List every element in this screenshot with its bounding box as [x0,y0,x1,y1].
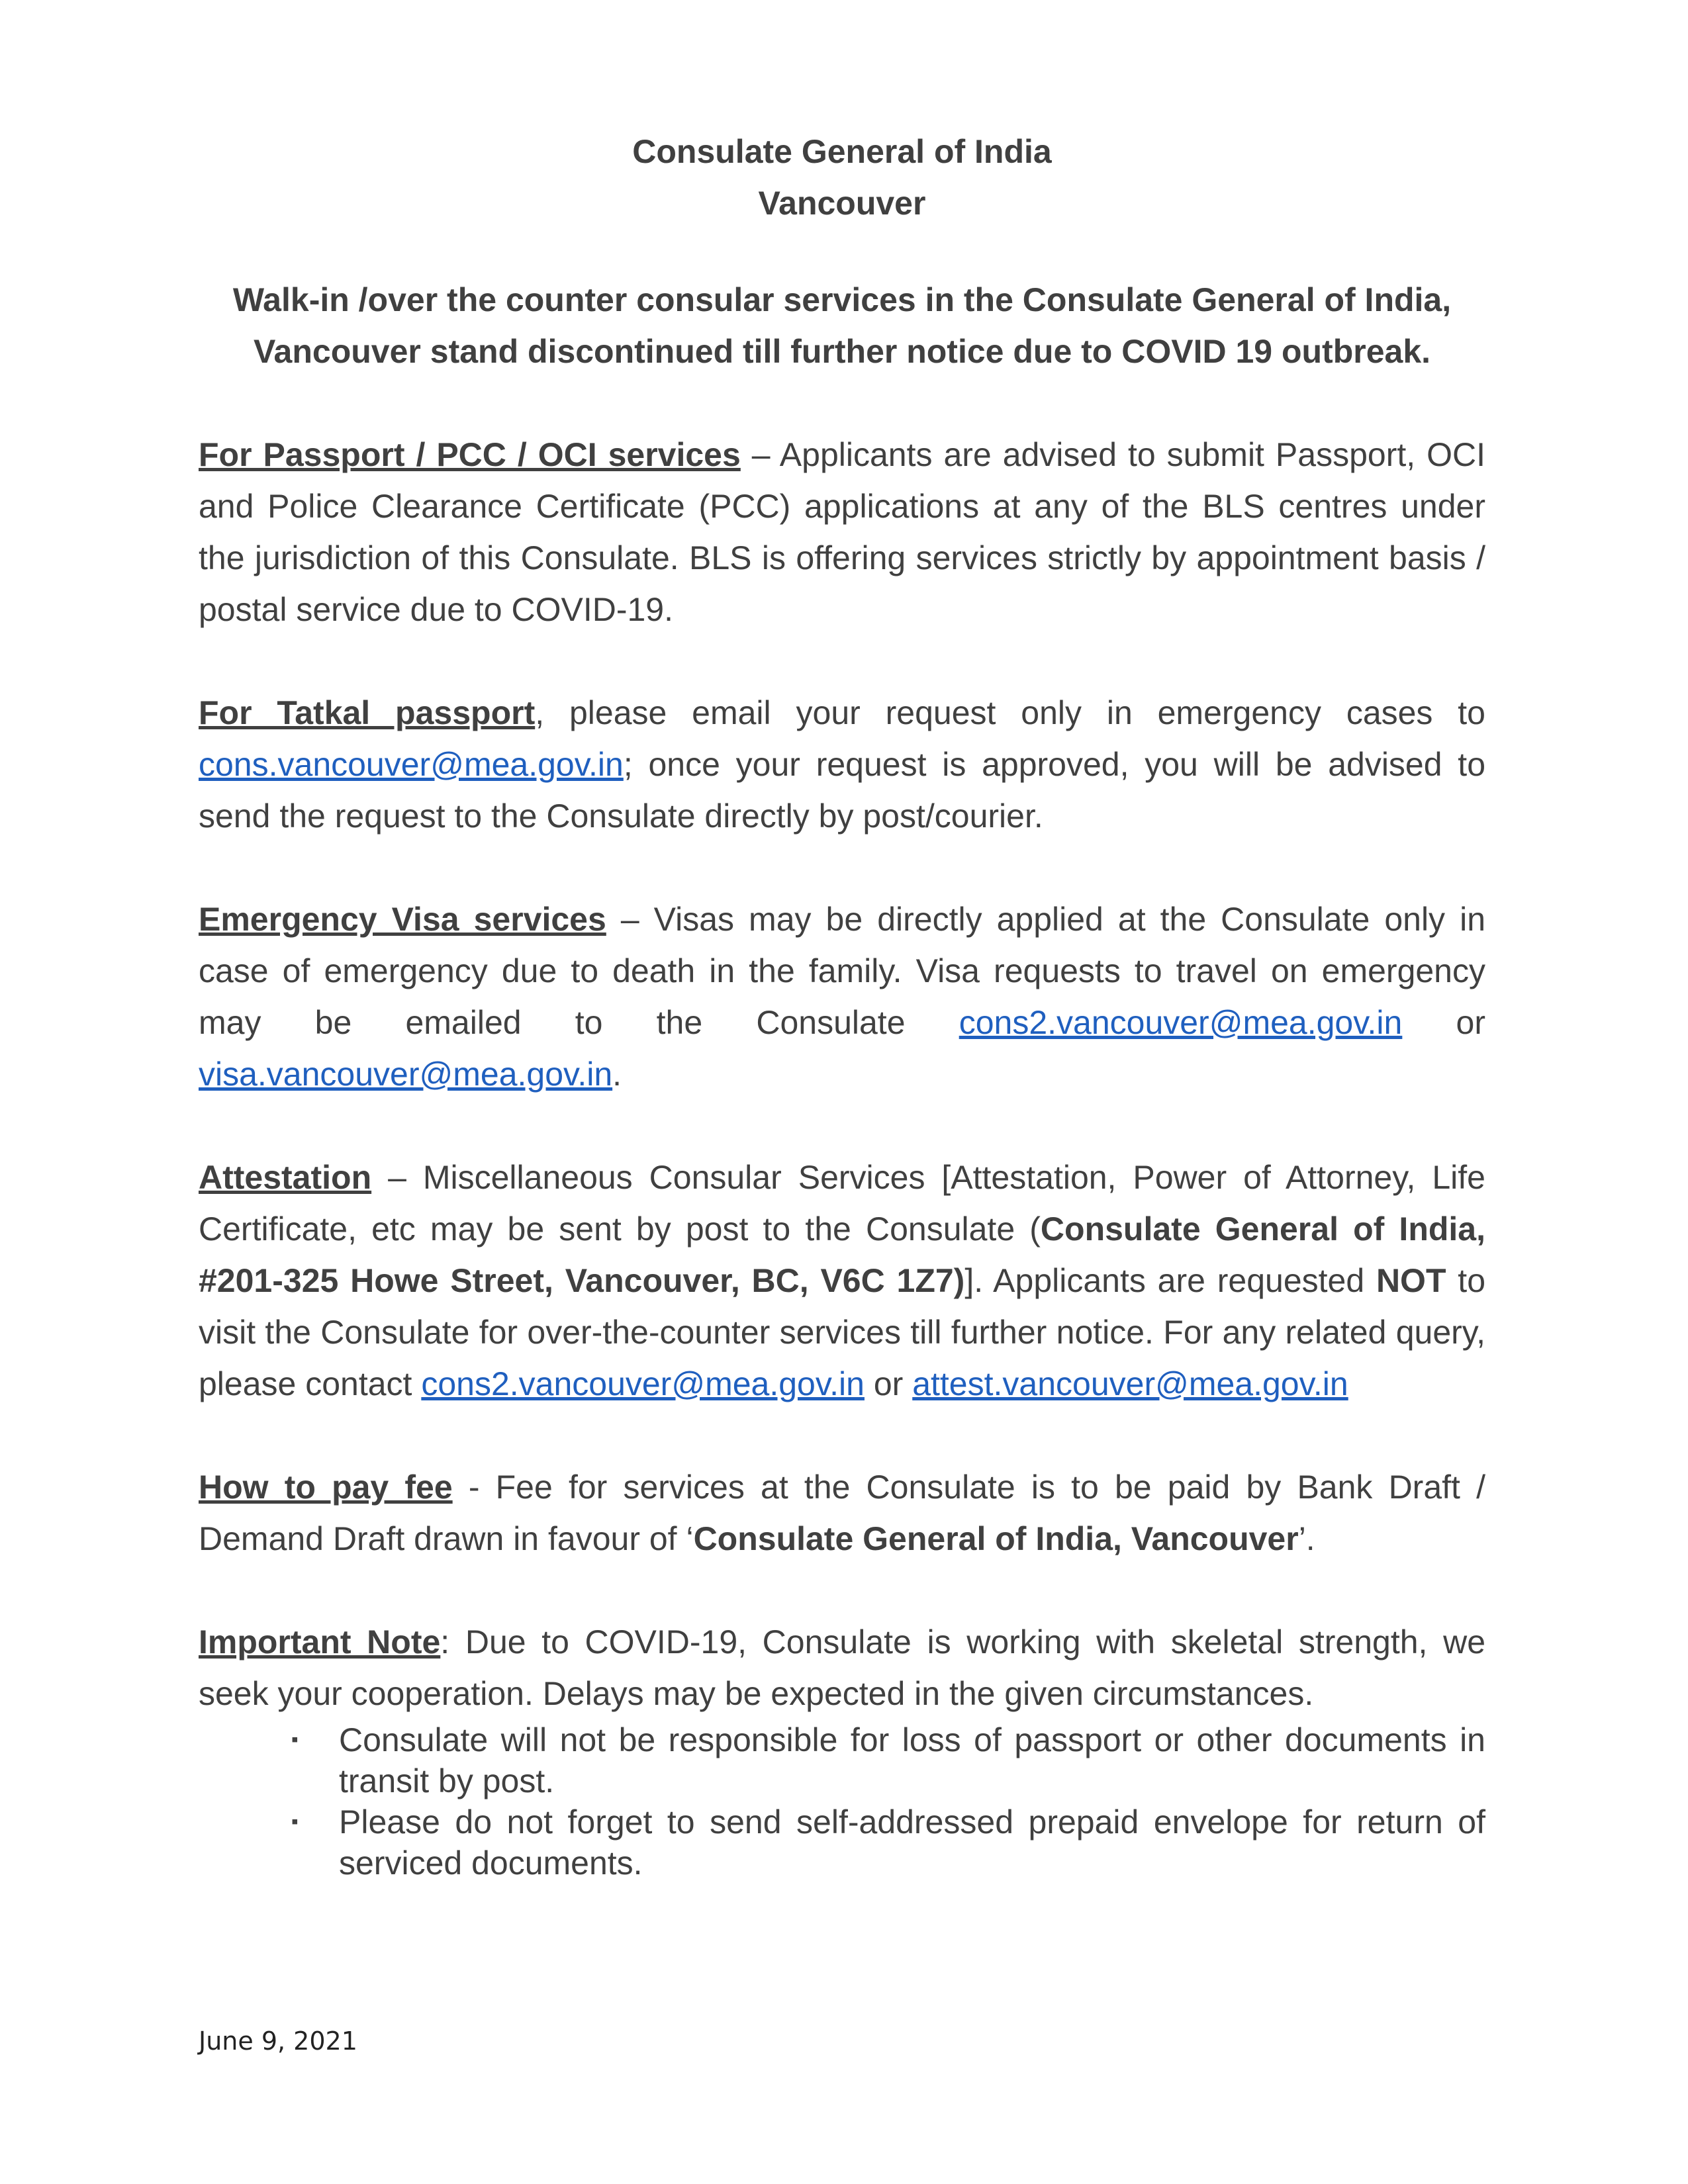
fee-paragraph [199,1461,1485,1565]
bullet-square-icon: ▪ [291,1811,299,1833]
city-title: Vancouver [758,185,926,222]
not-emphasis: NOT [1376,1262,1446,1299]
passport-paragraph [199,429,1485,635]
passport-heading: For Passport / PCC / OCI services [199,436,741,473]
attestation-paragraph [199,1152,1485,1410]
list-item [291,1801,1485,1884]
visa-text-3: . [612,1056,622,1093]
fee-text-2: ’. [1298,1520,1315,1557]
attestation-email-link-2[interactable]: attest.vancouver@mea.gov.in [912,1365,1348,1402]
attestation-text-1: – Miscellaneous Consular Services [Attestation, Power of Attorney, Life Certificate, etc may be sent by post to the Consulate ( [199,1159,1485,1248]
tatkal-text-1: , please email your request only in emergency cases to [535,694,1485,731]
bullet-text: Please do not forget to send self-addressed prepaid envelope for return of serviced documents. [339,1803,1485,1882]
note-paragraph [199,1616,1485,1719]
visa-email-link-1[interactable]: cons2.vancouver@mea.gov.in [959,1004,1403,1041]
visa-paragraph [199,893,1485,1100]
tatkal-email-link[interactable]: cons.vancouver@mea.gov.in [199,746,624,783]
fee-text-1: - Fee for services at the Consulate is to be paid by Bank Draft / Demand Draft drawn in favour of ‘ [199,1469,1485,1557]
visa-email-link-2[interactable]: visa.vancouver@mea.gov.in [199,1056,613,1093]
consulate-address: Consulate General of India, #201-325 Howe Street, Vancouver, BC, V6C 1Z7) [199,1210,1485,1299]
attestation-email-link-1[interactable]: cons2.vancouver@mea.gov.in [421,1365,865,1402]
attestation-text-4: or [864,1365,913,1402]
headline-notice: Walk-in /over the counter consular services in the Consulate General of India, Vancouver stand discontinued till further notice due to COVID 19 outbreak. [232,281,1452,370]
visa-heading: Emergency Visa services [199,901,606,938]
note-text: : Due to COVID-19, Consulate is working with skeletal strength, we seek your cooperation. Delays may be expected in the given circumstances. [199,1623,1485,1712]
visa-text-2: or [1402,1004,1485,1041]
document-page [199,126,1485,1884]
tatkal-heading: For Tatkal passport [199,694,536,731]
visa-text-1: – Visas may be directly applied at the Consulate only in case of emergency due to death in the family. Visa requests to travel on emergency may be emailed to the Consulate [199,901,1486,1041]
tatkal-text-2: ; once your request is approved, you will be advised to send the request to the Consulate directly by post/courier. [199,746,1485,835]
passport-text: – Applicants are advised to submit Passport, OCI and Police Clearance Certificate (PCC) applications at any of the BLS centres under the jurisdiction of this Consulate. BLS is offering services strictly by appointment basis / postal service due to COVID-19. [199,436,1485,628]
bullet-square-icon: ▪ [291,1729,299,1751]
attestation-text-3: to visit the Consulate for over-the-counter services till further notice. For any related query, please contact [199,1262,1486,1402]
document-date: June 9, 2021 [199,2026,357,2056]
attestation-heading: Attestation [199,1159,372,1196]
org-title: Consulate General of India [632,133,1052,170]
attestation-text-2: ]. Applicants are requested [964,1262,1376,1299]
note-heading: Important Note [199,1623,441,1661]
note-bullet-list [199,1719,1485,1884]
tatkal-paragraph [199,687,1485,842]
fee-payee: Consulate General of India, Vancouver [693,1520,1299,1557]
fee-heading: How to pay fee [199,1469,453,1506]
list-item [291,1719,1485,1801]
bullet-text: Consulate will not be responsible for loss of passport or other documents in transit by post. [339,1721,1485,1799]
